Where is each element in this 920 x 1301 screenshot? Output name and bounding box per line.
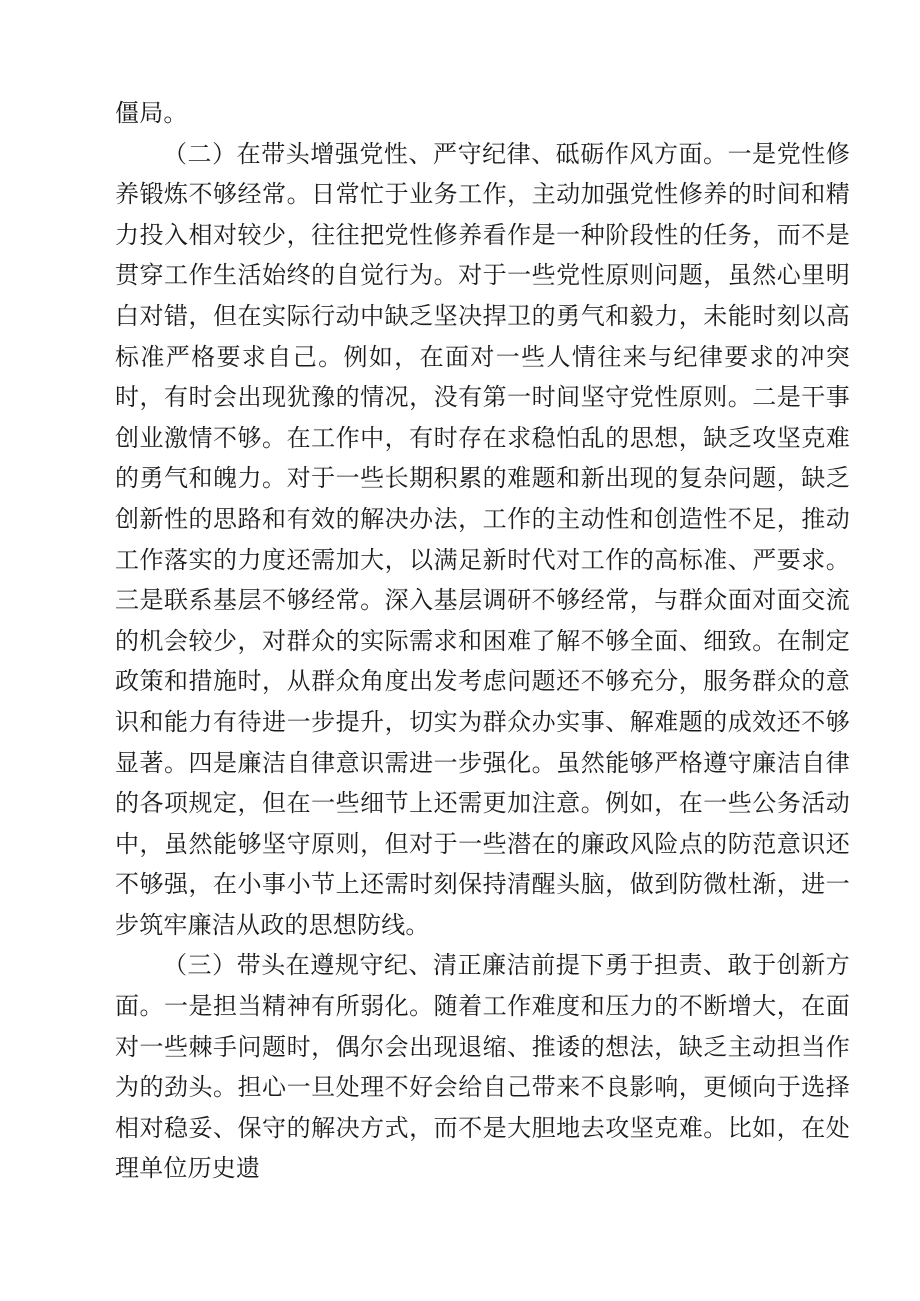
paragraph-section-3: （三）带头在遵规守纪、清正廉洁前提下勇于担责、敢于创新方面。一是担当精神有所弱化。随着工作难度和压力的不断增大，在面对一些棘手问题时，偶尔会出现退缩、推诿的想法，缺乏主动担当作为的劲头。担心一旦处理不好会给自己带来不良影响，更倾向于选择相对稳妥、保守的解决方式，而不是大胆地去攻坚克难。比如，在处理单位历史遗 [115,951,850,1183]
paragraph-continuation: 僵局。 [115,99,188,127]
paragraph-section-2: （二）在带头增强党性、严守纪律、砥砺作风方面。一是党性修养锻炼不够经常。日常忙于业务工作，主动加强党性修养的时间和精力投入相对较少，往往把党性修养看作是一种阶段性的任务，而不是贯穿工作生活始终的自觉行为。对于一些党性原则问题，虽然心里明白对错，但在实际行动中缺乏坚决捍卫的勇气和毅力，未能时刻以高标准严格要求自己。例如，在面对一些人情往来与纪律要求的冲突时，有时会出现犹豫的情况，没有第一时间坚守党性原则。二是干事创业激情不够。在工作中，有时存在求稳怕乱的思想，缺乏攻坚克难的勇气和魄力。对于一些长期积累的难题和新出现的复杂问题，缺乏创新性的思路和有效的解决办法，工作的主动性和创造性不足，推动工作落实的力度还需加大，以满足新时代对工作的高标准、严要求。三是联系基层不够经常。深入基层调研不够经常，与群众面对面交流的机会较少，对群众的实际需求和困难了解不够全面、细致。在制定政策和措施时，从群众角度出发考虑问题还不够充分，服务群众的意识和能力有待进一步提升，切实为群众办实事、解难题的成效还不够显著。四是廉洁自律意识需进一步强化。虽然能够严格遵守廉洁自律的各项规定，但在一些细节上还需更加注意。例如，在一些公务活动中，虽然能够坚守原则，但对于一些潜在的廉政风险点的防范意识还不够强，在小事小节上还需时刻保持清醒头脑，做到防微杜渐，进一步筑牢廉洁从政的思想防线。 [115,139,850,939]
document-body [115,93,850,1189]
